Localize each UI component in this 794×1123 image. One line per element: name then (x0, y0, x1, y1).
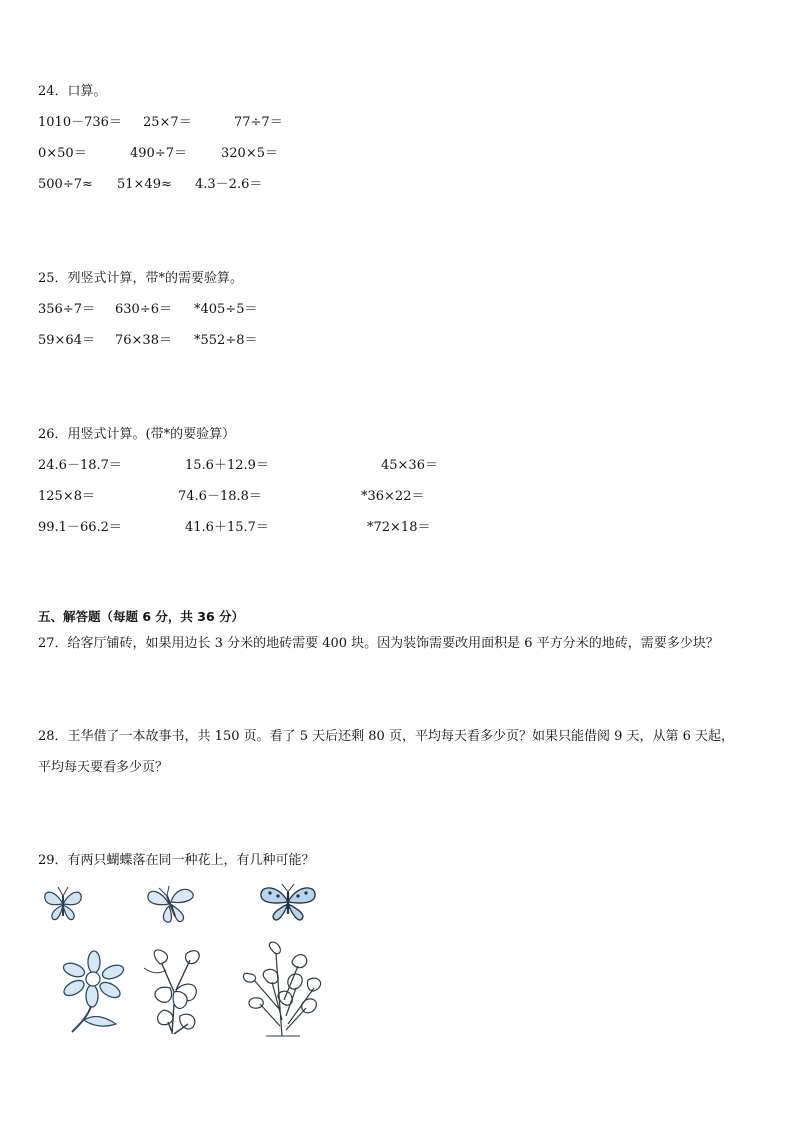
q26-expr: 45×36＝ (381, 458, 438, 473)
q27-text: 27．给客厅铺砖，如果用边长 3 分米的地砖需要 400 块。因为装饰需要改用面积是 6 平方分米的地砖，需要多少块？ (38, 636, 719, 651)
q26-expr: 15.6＋12.9＝ (185, 458, 269, 473)
q25-expr: *552÷8＝ (194, 333, 258, 348)
q25-title: 25．列竖式计算，带*的需要验算。 (38, 271, 244, 286)
section-heading: 五、解答题（每题 6 分，共 36 分） (38, 609, 245, 624)
q26-expr: *72×18＝ (367, 520, 431, 535)
butterfly-icon (40, 884, 86, 924)
q26-expr: 41.6＋15.7＝ (185, 520, 269, 535)
q26-expr: 74.6－18.8＝ (178, 489, 262, 504)
q24-expr: 77÷7＝ (234, 115, 283, 130)
q24-expr: 490÷7＝ (130, 146, 187, 161)
butterfly-icon (258, 882, 318, 924)
q24-expr: 500÷7≈ (38, 177, 93, 192)
q24-expr: 51×49≈ (117, 177, 172, 192)
q24-expr: 4.3－2.6＝ (195, 177, 263, 192)
q25-expr: *405÷5＝ (194, 302, 258, 317)
q25-expr: 356÷7＝ (38, 302, 95, 317)
q24-expr: 25×7＝ (143, 115, 192, 130)
q25-expr: 59×64＝ (38, 333, 95, 348)
q24-title: 24．口算。 (38, 84, 107, 99)
flower-icon (140, 944, 214, 1036)
butterfly-icon (145, 882, 197, 926)
q26-title: 26．用竖式计算。(带*的要验算） (38, 427, 236, 442)
q24-expr: 320×5＝ (221, 146, 278, 161)
q28-text-line2: 平均每天要看多少页？ (38, 760, 169, 775)
q26-expr: *36×22＝ (361, 489, 425, 504)
q26-expr: 99.1－66.2＝ (38, 520, 122, 535)
q24-expr: 0×50＝ (38, 146, 87, 161)
flower-icon (236, 940, 330, 1038)
q26-expr: 125×8＝ (38, 489, 95, 504)
q25-expr: 630÷6＝ (115, 302, 172, 317)
flower-icon (58, 950, 132, 1036)
q24-expr: 1010－736＝ (38, 115, 122, 130)
q25-expr: 76×38＝ (115, 333, 172, 348)
q28-text-line1: 28．王华借了一本故事书，共 150 页。看了 5 天后还剩 80 页，平均每天看多少页？如果只能借阅 9 天，从第 6 天起， (38, 729, 735, 744)
q26-expr: 24.6－18.7＝ (38, 458, 122, 473)
q29-text: 29．有两只蝴蝶落在同一种花上，有几种可能？ (38, 853, 315, 868)
